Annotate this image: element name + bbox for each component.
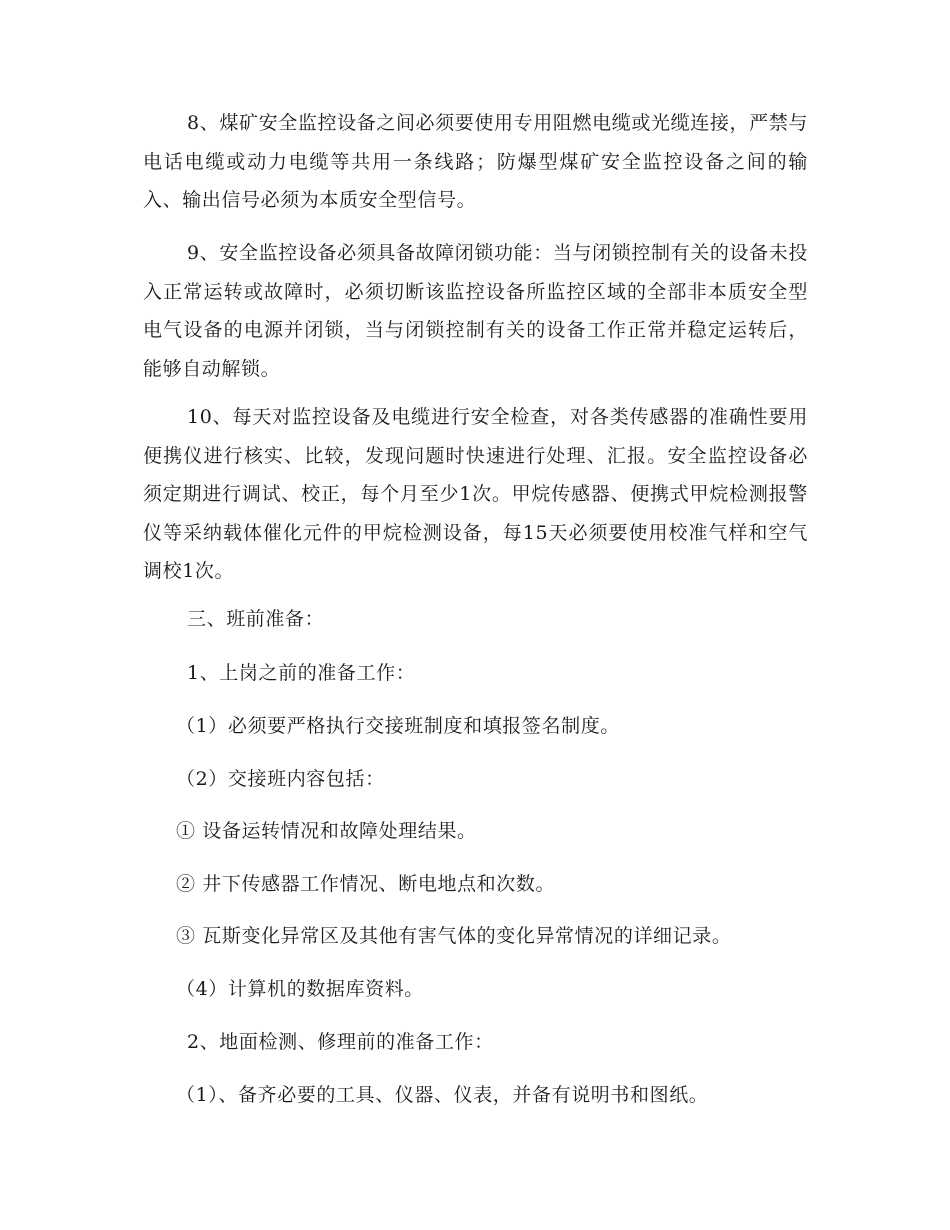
list-item-2-1: （1）、备齐必要的工具、仪器、仪表，并备有说明书和图纸。 [176, 1084, 709, 1106]
circled-item-2: ② 井下传感器工作情况、断电地点和次数。 [176, 873, 556, 895]
subheading-item-1: 1、上岗之前的准备工作： [187, 662, 416, 684]
section-heading-3: 三、班前准备： [187, 608, 325, 630]
paragraph-item-8: 8、煤矿安全监控设备之间必须要使用专用阻燃电缆或光缆连接，严禁与电话电缆或动力电缆等共用一条线路；防爆型煤矿安全监控设备之间的输入、输出信号必须为本质安全型信号。 [143, 112, 808, 211]
list-item-1-4: （4）计算机的数据库资料。 [176, 978, 424, 1000]
paragraph-item-10: 10、每天对监控设备及电缆进行安全检查，对各类传感器的准确性要用便携仪进行核实、比较，发现问题时快速进行处理、汇报。安全监控设备必须定期进行调试、校正，每个月至少1次。甲烷传感器、便携式甲烷检测报警仪等采纳载体催化元件的甲烷检测设备，每15天必须要使用校准气样和空气调校1次。 [143, 406, 808, 582]
paragraph-item-9: 9、安全监控设备必须具备故障闭锁功能：当与闭锁控制有关的设备未投入正常运转或故障时，必须切断该监控设备所监控区域的全部非本质安全型电气设备的电源并闭锁，当与闭锁控制有关的设备工作正常并稳定运转后，能够自动解锁。 [143, 242, 808, 380]
subheading-item-2: 2、地面检测、修理前的准备工作： [187, 1031, 494, 1053]
circled-item-3: ③ 瓦斯变化异常区及其他有害气体的变化异常情况的详细记录。 [176, 925, 732, 947]
list-item-1-1: （1）必须要严格执行交接班制度和填报签名制度。 [176, 715, 620, 737]
list-item-1-2: （2）交接班内容包括： [176, 768, 385, 790]
circled-item-1: ① 设备运转情况和故障处理结果。 [176, 820, 477, 842]
